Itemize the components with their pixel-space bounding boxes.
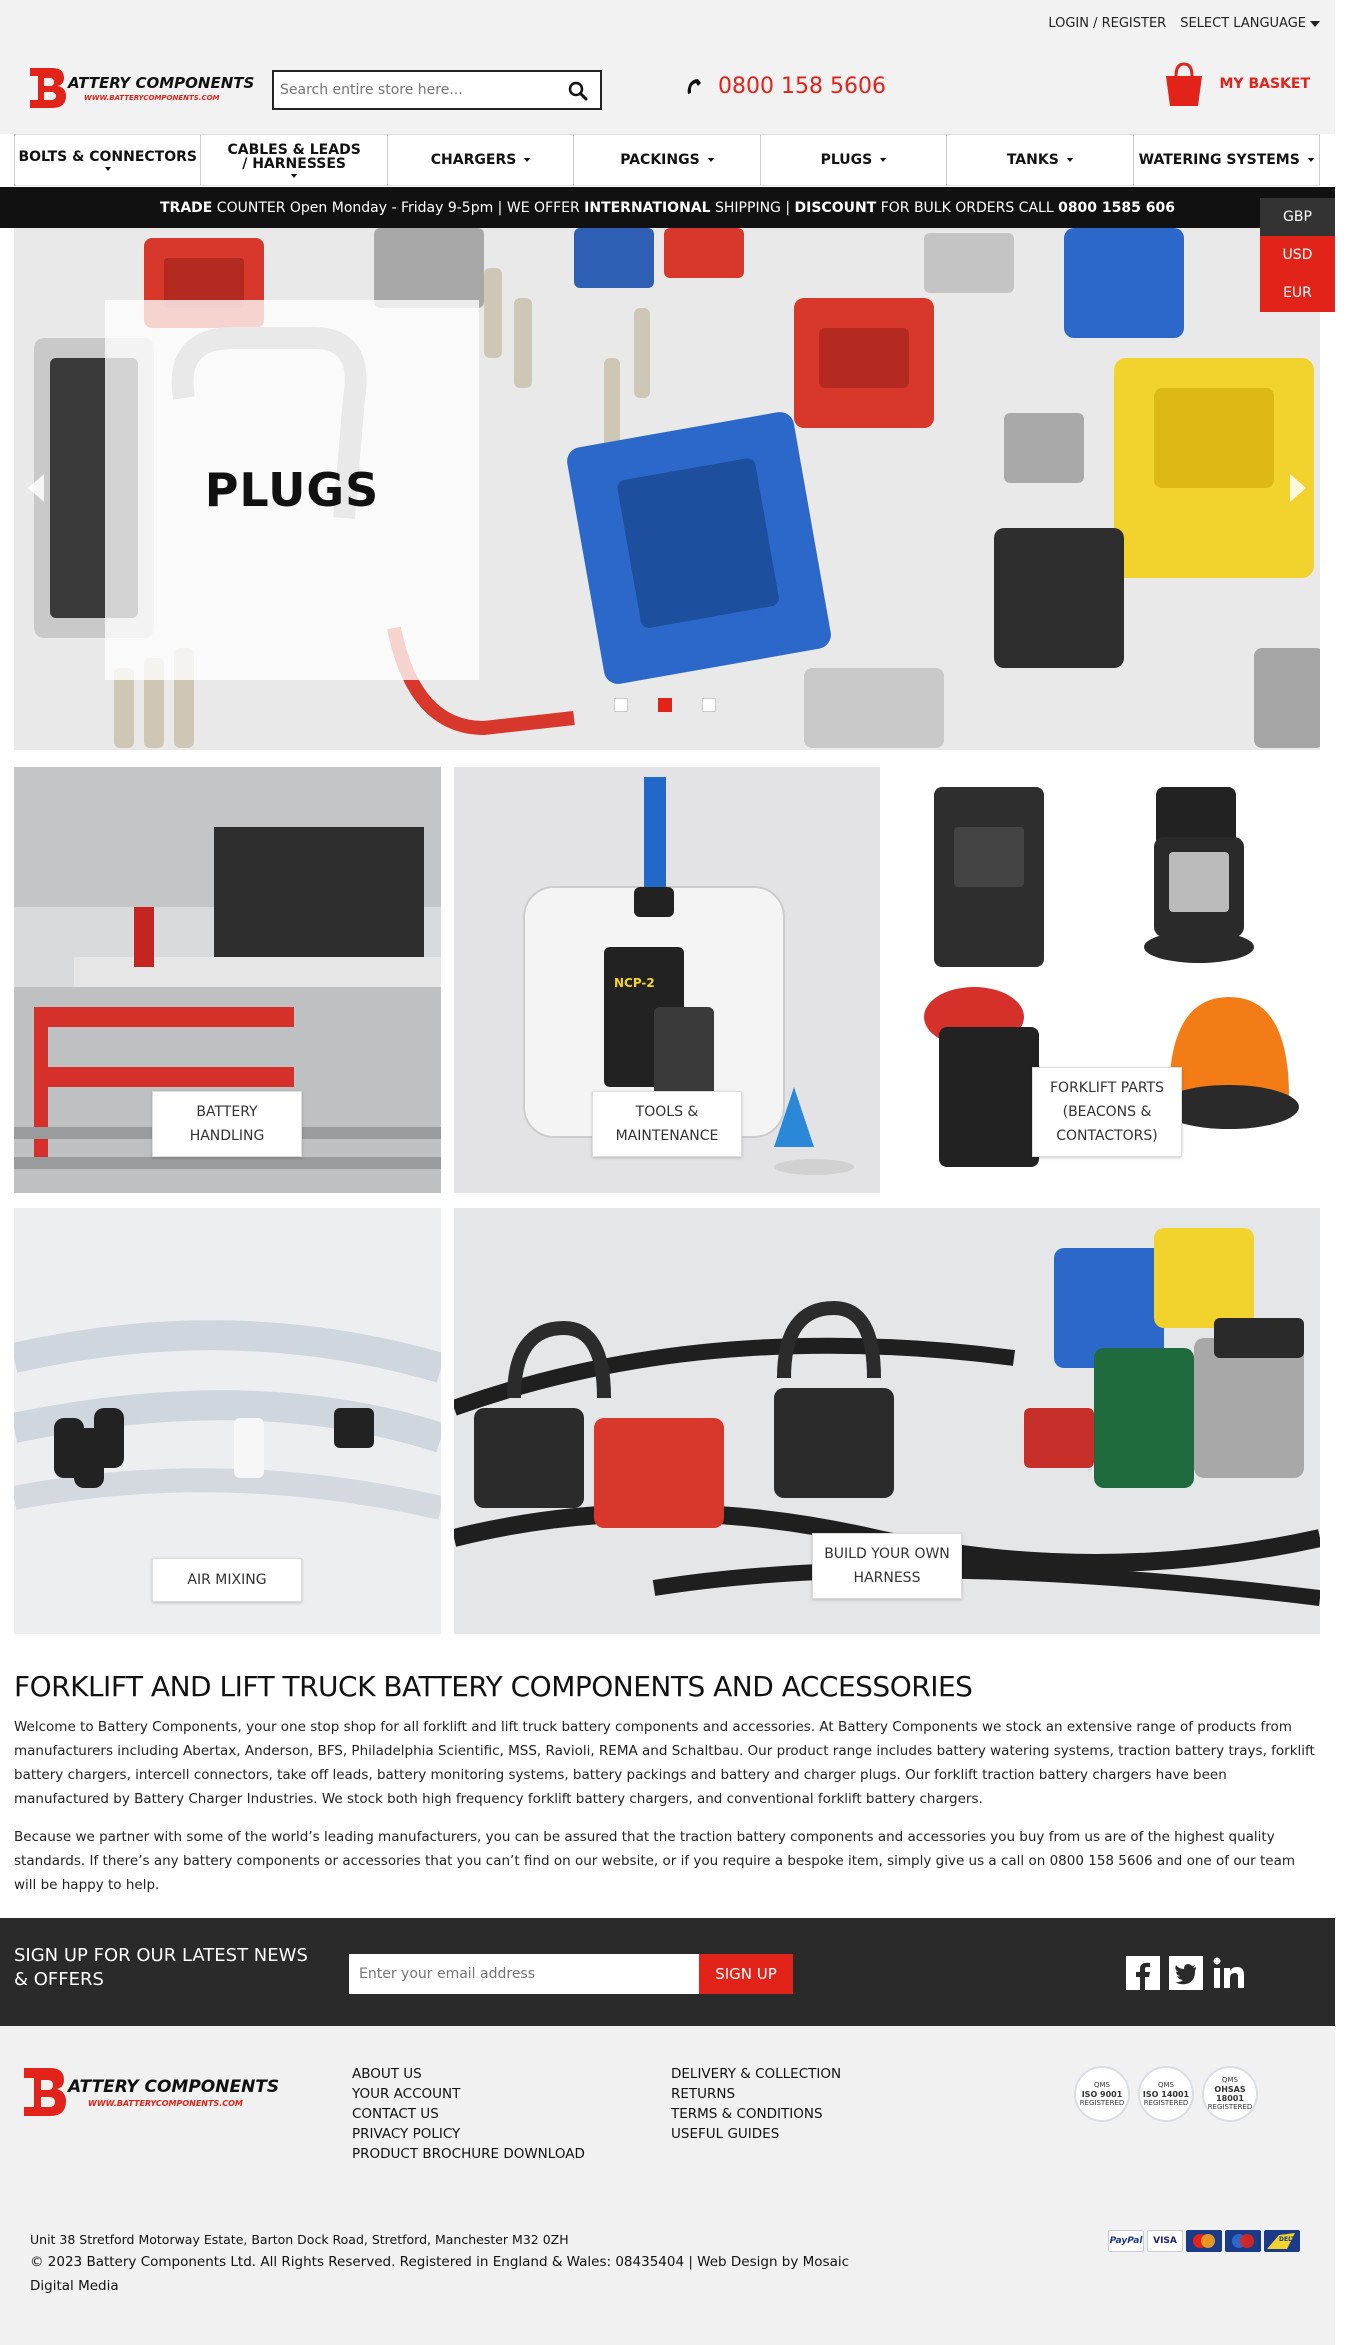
logo-url: WWW.BATTERYCOMPONENTS.COM — [84, 94, 220, 102]
tile-label — [1032, 1067, 1182, 1157]
footer-link-guides[interactable]: USEFUL GUIDES — [671, 2126, 780, 2142]
cert-name: OHSAS 18001 — [1214, 2085, 1246, 2103]
nav-item-chargers[interactable] — [388, 135, 574, 185]
cert-name: ISO 14001 — [1142, 2089, 1190, 2099]
tile-label-line: MAINTENANCE — [615, 1128, 719, 1144]
newsletter-email-input[interactable] — [349, 1954, 699, 1994]
page-heading: FORKLIFT AND LIFT TRUCK BATTERY COMPONENTS AND ACCESSORIES — [14, 1670, 973, 1703]
footer-link-delivery[interactable]: DELIVERY & COLLECTION — [671, 2066, 842, 2082]
top-links — [1048, 16, 1320, 31]
footer-address-block — [30, 2230, 890, 2298]
footer — [0, 2026, 1335, 2345]
promo-international: INTERNATIONAL — [584, 199, 711, 216]
slider-dot-active[interactable] — [658, 698, 672, 712]
chevron-down-icon — [105, 167, 111, 171]
delta-label: DELTA — [1279, 2236, 1299, 2243]
footer-logo-url: WWW.BATTERYCOMPONENTS.COM — [88, 2099, 243, 2108]
chevron-left-icon[interactable] — [20, 468, 50, 508]
tile-label-line: (BEACONS & — [1062, 1104, 1152, 1120]
facebook-icon[interactable] — [1126, 1956, 1160, 1990]
intro-paragraph: Welcome to Battery Components, your one stop shop for all forklift and lift truck battery components and accessories. At Battery Components we stock an extensive range of products from manufacturers including Abertax, Anderson, BFS, Philadelphia Scientific, MSS, Ravioli, REMA and Schaltbau. Our product range includes battery watering systems, traction battery trays, forklift battery chargers, intercell connectors, take off leads, battery monitoring systems, battery packings and battery and charger plugs. Our forklift traction battery chargers have been manufactured by Battery Charger Industries. We stock both high frequency forklift battery chargers, and conventional forklift battery chargers. — [14, 1719, 1315, 1807]
slider-dot[interactable] — [614, 698, 628, 712]
footer-link-your-account[interactable]: YOUR ACCOUNT — [352, 2086, 461, 2102]
tile-label-line: BATTERY — [196, 1104, 258, 1120]
intro-paragraph: Because we partner with some of the world’s leading manufacturers, you can be assured that the traction battery components and accessories you buy from us are of the highest quality standards. If there’s any battery components or accessories that you can’t find on our website, or if you require a bespoke item, simply give us a call on 0800 158 5606 and one of our team will be happy to help. — [14, 1829, 1296, 1893]
phone-contact[interactable] — [684, 74, 886, 99]
tile-label — [812, 1533, 962, 1599]
language-label: SELECT LANGUAGE — [1180, 16, 1306, 31]
currency-usd[interactable]: USD — [1260, 236, 1335, 274]
cert-sub: REGISTERED — [1207, 2103, 1253, 2111]
cert-sub: REGISTERED — [1143, 2098, 1189, 2107]
footer-link-returns[interactable]: RETURNS — [671, 2086, 736, 2102]
chevron-down-icon — [1310, 21, 1320, 27]
chevron-down-icon — [1067, 158, 1073, 162]
tile-label-line: FORKLIFT PARTS — [1050, 1080, 1164, 1096]
intro-content — [14, 1670, 1320, 1911]
chevron-down-icon — [524, 158, 530, 162]
tile-label — [592, 1091, 742, 1157]
tile-air-mixing[interactable] — [14, 1208, 441, 1634]
mastercard-icon — [1186, 2230, 1222, 2252]
hero-slider — [14, 228, 1320, 750]
tile-label-line: HARNESS — [853, 1570, 921, 1586]
search-box — [272, 70, 602, 110]
delta-icon — [1264, 2230, 1300, 2252]
phone-icon — [684, 77, 704, 97]
nav-item-packings[interactable] — [574, 135, 760, 185]
hero-caption — [105, 300, 479, 680]
chevron-down-icon — [1308, 158, 1314, 162]
hero-title: PLUGS — [204, 463, 380, 517]
nav-item-cables-leads[interactable] — [201, 135, 387, 185]
cert-badge-iso14001 — [1138, 2066, 1194, 2122]
nav-item-bolts-connectors[interactable] — [14, 135, 201, 185]
promo-discount: DISCOUNT — [794, 199, 877, 216]
cert-name: ISO 9001 — [1081, 2089, 1123, 2099]
search-icon[interactable] — [568, 81, 588, 101]
cert-top: QMS — [1094, 2080, 1110, 2089]
footer-address: Unit 38 Stretford Motorway Estate, Barton Dock Road, Stretford, Manchester M32 0ZH — [30, 2232, 569, 2247]
twitter-icon[interactable] — [1169, 1956, 1203, 1990]
cert-sub: REGISTERED — [1079, 2098, 1125, 2107]
tile-label-line: AIR MIXING — [187, 1572, 267, 1588]
tile-label-line: TOOLS & — [635, 1104, 699, 1120]
promo-phone: 0800 1585 606 — [1058, 199, 1175, 216]
main-nav — [14, 134, 1320, 186]
basket-label: MY BASKET — [1219, 76, 1310, 92]
newsletter-section — [0, 1918, 1335, 2026]
footer-link-privacy-policy[interactable]: PRIVACY POLICY — [352, 2126, 461, 2142]
slider-dot[interactable] — [702, 698, 716, 712]
phone-number: 0800 158 5606 — [718, 74, 886, 99]
tile-label-line: HANDLING — [189, 1128, 265, 1144]
maestro-icon — [1225, 2230, 1261, 2252]
nav-label: CHARGERS — [430, 152, 517, 168]
linkedin-icon[interactable] — [1212, 1956, 1246, 1990]
nav-item-watering-systems[interactable] — [1134, 135, 1320, 185]
tile-tools-maintenance[interactable] — [454, 767, 880, 1193]
nav-label: PLUGS — [820, 152, 873, 168]
footer-link-about-us[interactable]: ABOUT US — [352, 2066, 422, 2082]
chevron-down-icon — [291, 174, 297, 178]
tile-label-line: BUILD YOUR OWN — [824, 1546, 950, 1562]
nav-item-plugs[interactable] — [761, 135, 947, 185]
footer-link-brochure[interactable]: PRODUCT BROCHURE DOWNLOAD — [352, 2146, 585, 2162]
nav-item-tanks[interactable] — [947, 135, 1133, 185]
nav-label: BOLTS & CONNECTORS — [18, 148, 197, 165]
svg-text:NCP-2: NCP-2 — [614, 976, 655, 990]
footer-link-contact-us[interactable]: CONTACT US — [352, 2106, 439, 2122]
tile-label-line: CONTACTORS) — [1056, 1128, 1158, 1144]
logo-text: ATTERY COMPONENTS — [68, 74, 255, 92]
tile-build-your-own-harness[interactable] — [454, 1208, 1320, 1634]
footer-links-col2 — [671, 2064, 841, 2144]
nav-label: PACKINGS — [620, 152, 700, 168]
nav-label: WATERING SYSTEMS — [1138, 152, 1300, 168]
cert-badge-iso9001 — [1074, 2066, 1130, 2122]
currency-eur[interactable]: EUR — [1260, 274, 1335, 312]
login-register-link[interactable]: LOGIN / REGISTER — [1048, 16, 1167, 31]
newsletter-title: SIGN UP FOR OUR LATEST NEWS & OFFERS — [14, 1945, 308, 1990]
chevron-down-icon — [708, 158, 714, 162]
tile-label — [152, 1091, 302, 1157]
footer-link-terms[interactable]: TERMS & CONDITIONS — [671, 2106, 823, 2122]
paypal-icon: PayPal — [1108, 2230, 1144, 2252]
promo-text: SHIPPING | — [710, 199, 795, 216]
tile-battery-handling[interactable] — [14, 767, 441, 1193]
footer-logo-text: ATTERY COMPONENTS — [68, 2077, 280, 2097]
signup-button[interactable]: SIGN UP — [699, 1954, 793, 1994]
cert-badge-ohsas18001 — [1202, 2066, 1258, 2122]
footer-copyright: © 2023 Battery Components Ltd. All Rights Reserved. Registered in England & Wales: 08435404 | Web Design by Mosaic Digital Media — [30, 2254, 850, 2294]
tile-forklift-parts[interactable] — [894, 767, 1320, 1193]
promo-text: FOR BULK ORDERS CALL — [876, 199, 1059, 216]
cert-top: QMS — [1222, 2076, 1238, 2084]
nav-label: CABLES & LEADS / HARNESSES — [227, 141, 361, 172]
currency-switcher — [1260, 198, 1335, 312]
nav-label: TANKS — [1006, 152, 1059, 168]
footer-links-col1 — [352, 2064, 585, 2164]
search-input[interactable] — [280, 77, 560, 103]
promo-bar — [0, 187, 1335, 228]
language-select[interactable] — [1180, 16, 1320, 31]
currency-gbp[interactable]: GBP — [1260, 198, 1335, 236]
logo[interactable] — [26, 62, 256, 112]
chevron-down-icon — [880, 158, 886, 162]
promo-trade: TRADE — [160, 199, 213, 216]
shopping-bag-icon — [1160, 60, 1208, 108]
visa-icon: VISA — [1147, 2230, 1183, 2252]
slider-dots — [614, 698, 716, 712]
chevron-right-icon[interactable] — [1284, 468, 1314, 508]
tile-label — [152, 1558, 302, 1602]
cert-top: QMS — [1158, 2080, 1174, 2089]
promo-text: COUNTER Open Monday - Friday 9-5pm | WE OFFER — [212, 199, 585, 216]
basket[interactable] — [1160, 60, 1311, 108]
footer-logo[interactable] — [20, 2062, 300, 2122]
